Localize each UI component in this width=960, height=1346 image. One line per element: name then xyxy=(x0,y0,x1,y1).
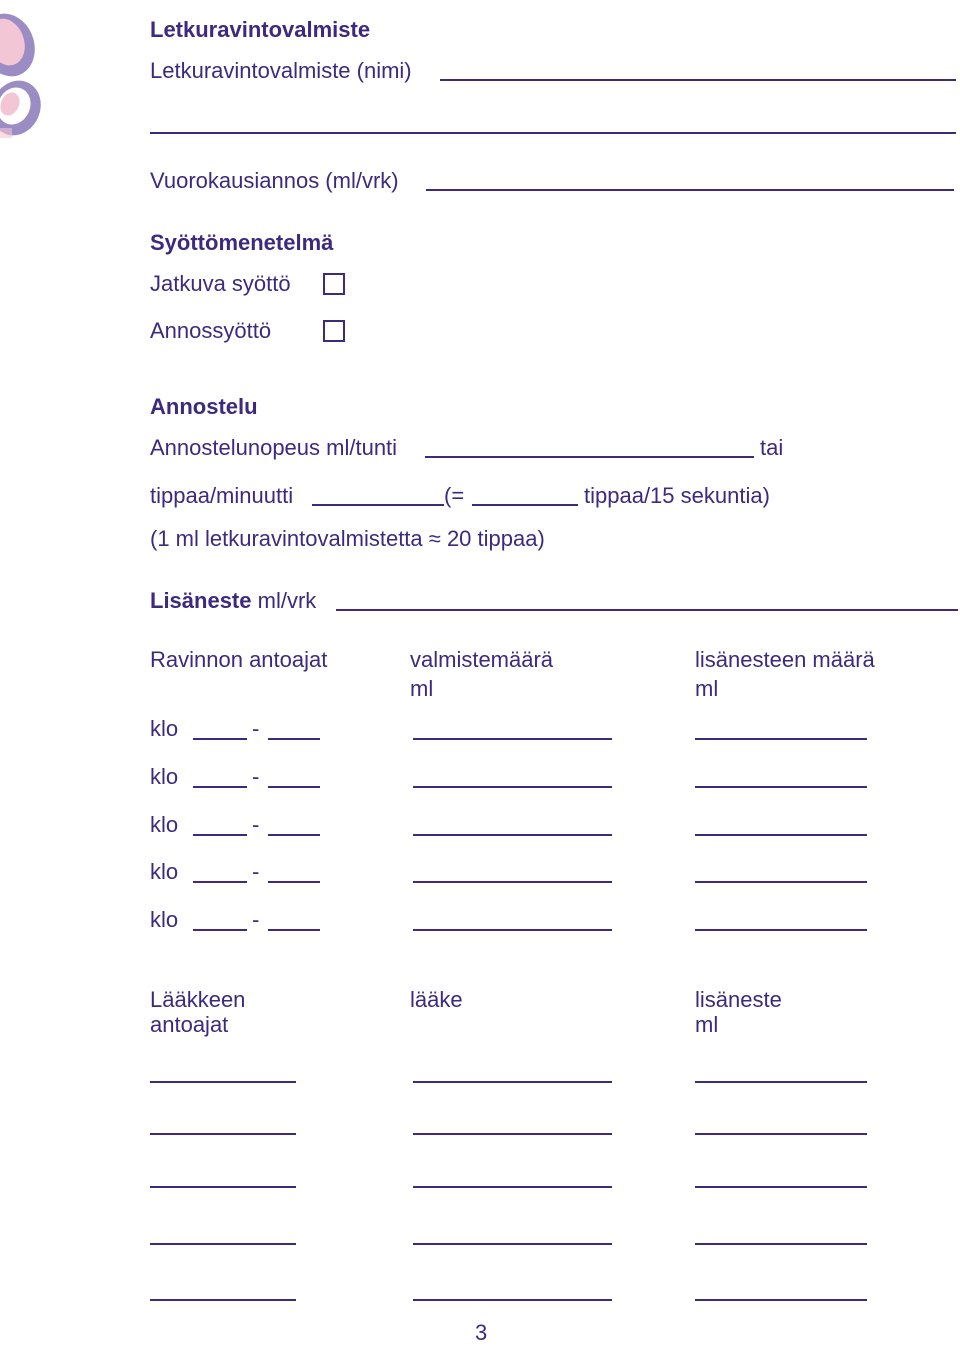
time-label: klo xyxy=(150,907,179,932)
equals-open: (= xyxy=(444,483,465,508)
drops-per-15s-field[interactable] xyxy=(472,504,578,506)
time-end-field[interactable] xyxy=(268,929,320,931)
extra-fluid-unit: ml/vrk xyxy=(257,588,317,613)
time-label: klo xyxy=(150,812,179,837)
time-end-field[interactable] xyxy=(268,881,320,883)
time-start-field[interactable] xyxy=(193,881,247,883)
medicine-extra-fluid-unit: ml xyxy=(695,1012,719,1037)
product-amount-field[interactable] xyxy=(413,786,612,788)
time-label: klo xyxy=(150,716,179,741)
medicine-name-field[interactable] xyxy=(413,1299,612,1301)
bolus-feeding-checkbox[interactable] xyxy=(323,320,345,342)
extra-fluid-amount-field[interactable] xyxy=(695,786,867,788)
product-name-field-line2[interactable] xyxy=(150,132,956,134)
or-label: tai xyxy=(760,435,784,460)
time-end-field[interactable] xyxy=(268,834,320,836)
medicine-time-field[interactable] xyxy=(150,1133,296,1135)
time-start-field[interactable] xyxy=(193,786,247,788)
medicine-name-field[interactable] xyxy=(413,1186,612,1188)
daily-dose-label: Vuorokausiannos (ml/vrk) xyxy=(150,168,399,193)
rate-label: Annostelunopeus ml/tunti xyxy=(150,435,398,460)
rate-field[interactable] xyxy=(425,456,754,458)
feeding-times-header: Ravinnon antoajat xyxy=(150,647,328,672)
product-amount-field[interactable] xyxy=(413,738,612,740)
time-dash: - xyxy=(252,764,260,789)
medicine-time-field[interactable] xyxy=(150,1081,296,1083)
time-dash: - xyxy=(252,907,260,932)
medicine-name-field[interactable] xyxy=(413,1081,612,1083)
extra-fluid-amount-field[interactable] xyxy=(695,929,867,931)
medicine-times-header-line2: antoajat xyxy=(150,1012,229,1037)
time-dash: - xyxy=(252,716,260,741)
product-amount-header: valmistemäärä xyxy=(410,647,554,672)
medicine-fluid-field[interactable] xyxy=(695,1243,867,1245)
daily-dose-field[interactable] xyxy=(426,189,954,191)
medicine-times-header: Lääkkeen xyxy=(150,987,246,1012)
extra-fluid-amount-field[interactable] xyxy=(695,834,867,836)
time-start-field[interactable] xyxy=(193,834,247,836)
extra-fluid-amount-field[interactable] xyxy=(695,738,867,740)
medicine-time-field[interactable] xyxy=(150,1186,296,1188)
medicine-fluid-field[interactable] xyxy=(695,1133,867,1135)
time-label: klo xyxy=(150,859,179,884)
medicine-fluid-field[interactable] xyxy=(695,1081,867,1083)
extra-fluid-heading: Lisäneste xyxy=(150,588,252,613)
extra-fluid-amount-unit: ml xyxy=(695,676,719,701)
time-start-field[interactable] xyxy=(193,929,247,931)
product-amount-unit: ml xyxy=(410,676,434,701)
product-amount-field[interactable] xyxy=(413,881,612,883)
time-end-field[interactable] xyxy=(268,738,320,740)
medicine-header: lääke xyxy=(410,987,463,1012)
continuous-feeding-checkbox[interactable] xyxy=(323,273,345,295)
conversion-note: (1 ml letkuravintovalmistetta ≈ 20 tippaa) xyxy=(150,526,545,551)
medicine-time-field[interactable] xyxy=(150,1299,296,1301)
time-start-field[interactable] xyxy=(193,738,247,740)
extra-fluid-field[interactable] xyxy=(336,609,958,611)
drops-per-minute-field[interactable] xyxy=(312,504,444,506)
time-label: klo xyxy=(150,764,179,789)
page-title: Letkuravintovalmiste xyxy=(150,17,371,42)
dosing-heading: Annostelu xyxy=(150,394,258,419)
medicine-time-field[interactable] xyxy=(150,1243,296,1245)
page-number: 3 xyxy=(475,1320,488,1345)
bolus-feeding-label: Annossyöttö xyxy=(150,318,272,343)
continuous-feeding-label: Jatkuva syöttö xyxy=(150,271,291,296)
product-amount-field[interactable] xyxy=(413,834,612,836)
feeding-method-heading: Syöttömenetelmä xyxy=(150,230,334,255)
medicine-extra-fluid-header: lisäneste xyxy=(695,987,782,1012)
product-name-field[interactable] xyxy=(440,79,956,81)
extra-fluid-amount-field[interactable] xyxy=(695,881,867,883)
medicine-fluid-field[interactable] xyxy=(695,1299,867,1301)
product-name-label: Letkuravintovalmiste (nimi) xyxy=(150,58,412,83)
product-amount-field[interactable] xyxy=(413,929,612,931)
medicine-name-field[interactable] xyxy=(413,1243,612,1245)
butterfly-decoration xyxy=(0,0,48,150)
extra-fluid-amount-header: lisänesteen määrä xyxy=(695,647,875,672)
time-end-field[interactable] xyxy=(268,786,320,788)
time-dash: - xyxy=(252,812,260,837)
time-dash: - xyxy=(252,859,260,884)
medicine-name-field[interactable] xyxy=(413,1133,612,1135)
drops-per-15s-label: tippaa/15 sekuntia) xyxy=(584,483,770,508)
drops-per-minute-label: tippaa/minuutti xyxy=(150,483,294,508)
medicine-fluid-field[interactable] xyxy=(695,1186,867,1188)
